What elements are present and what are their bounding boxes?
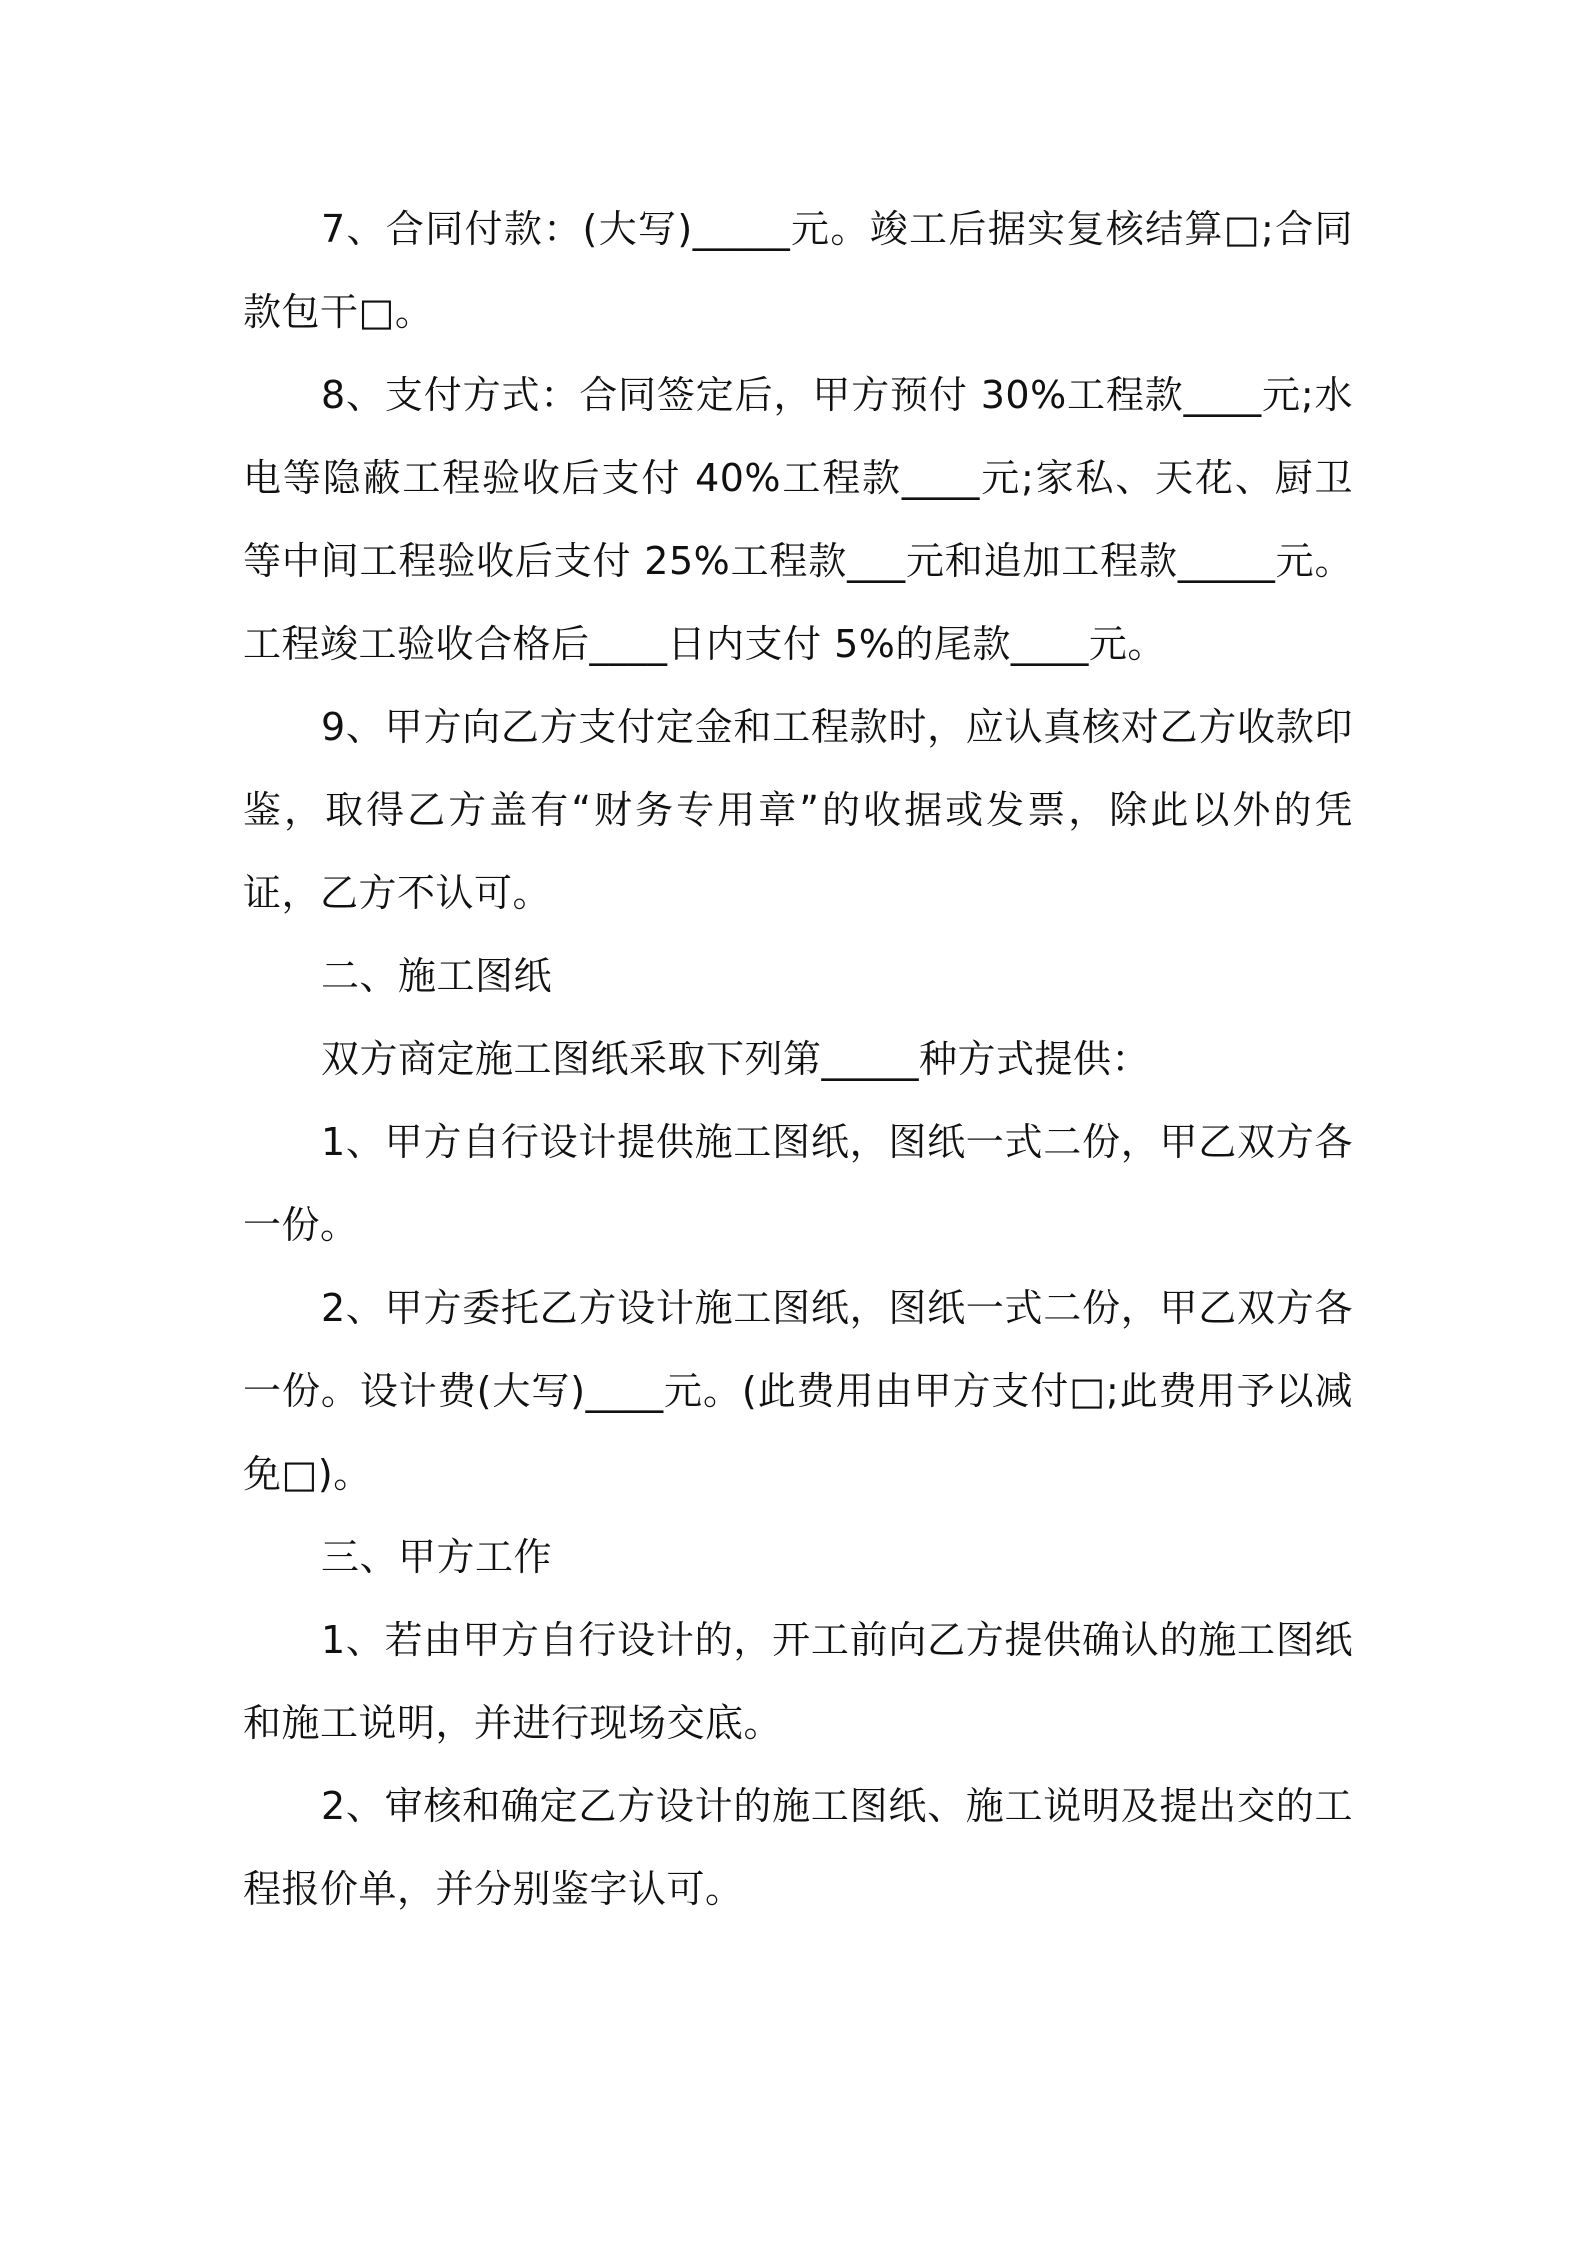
clause-8-payment-method: 8、支付方式：合同签定后，甲方预付 30%工程款____元;水电等隐蔽工程验收后支付 40%工程款____元;家私、天花、厨卫等中间工程验收后支付 25%工程款___元和追加工程款_____元。工程竣工验收合格后____日内支付 5%的尾款____元。 xyxy=(243,373,1353,666)
drawings-option-2: 2、甲方委托乙方设计施工图纸，图纸一式二份，甲乙双方各一份。设计费(大写)____元。(此费用由甲方支付□;此费用予以减免□)。 xyxy=(243,1286,1353,1496)
section-heading-party-a-work: 三、甲方工作 xyxy=(321,1535,553,1579)
party-a-work-item-2: 2、审核和确定乙方设计的施工图纸、施工说明及提出交的工程报价单，并分别鉴字认可。 xyxy=(243,1784,1353,1911)
clause-9-payment-verification: 9、甲方向乙方支付定金和工程款时，应认真核对乙方收款印鉴，取得乙方盖有“财务专用章”的收据或发票，除此以外的凭证，乙方不认可。 xyxy=(243,705,1353,915)
drawings-option-1: 1、甲方自行设计提供施工图纸，图纸一式二份，甲乙双方各一份。 xyxy=(243,1120,1353,1247)
party-a-work-item-1: 1、若由甲方自行设计的，开工前向乙方提供确认的施工图纸和施工说明，并进行现场交底。 xyxy=(243,1618,1353,1745)
document-body xyxy=(243,188,1353,1931)
section-heading-drawings: 二、施工图纸 xyxy=(321,954,553,998)
drawings-method-intro: 双方商定施工图纸采取下列第_____种方式提供： xyxy=(321,1037,1151,1081)
clause-7-contract-payment: 7、合同付款：(大写)_____元。竣工后据实复核结算□;合同款包干□。 xyxy=(243,207,1353,334)
